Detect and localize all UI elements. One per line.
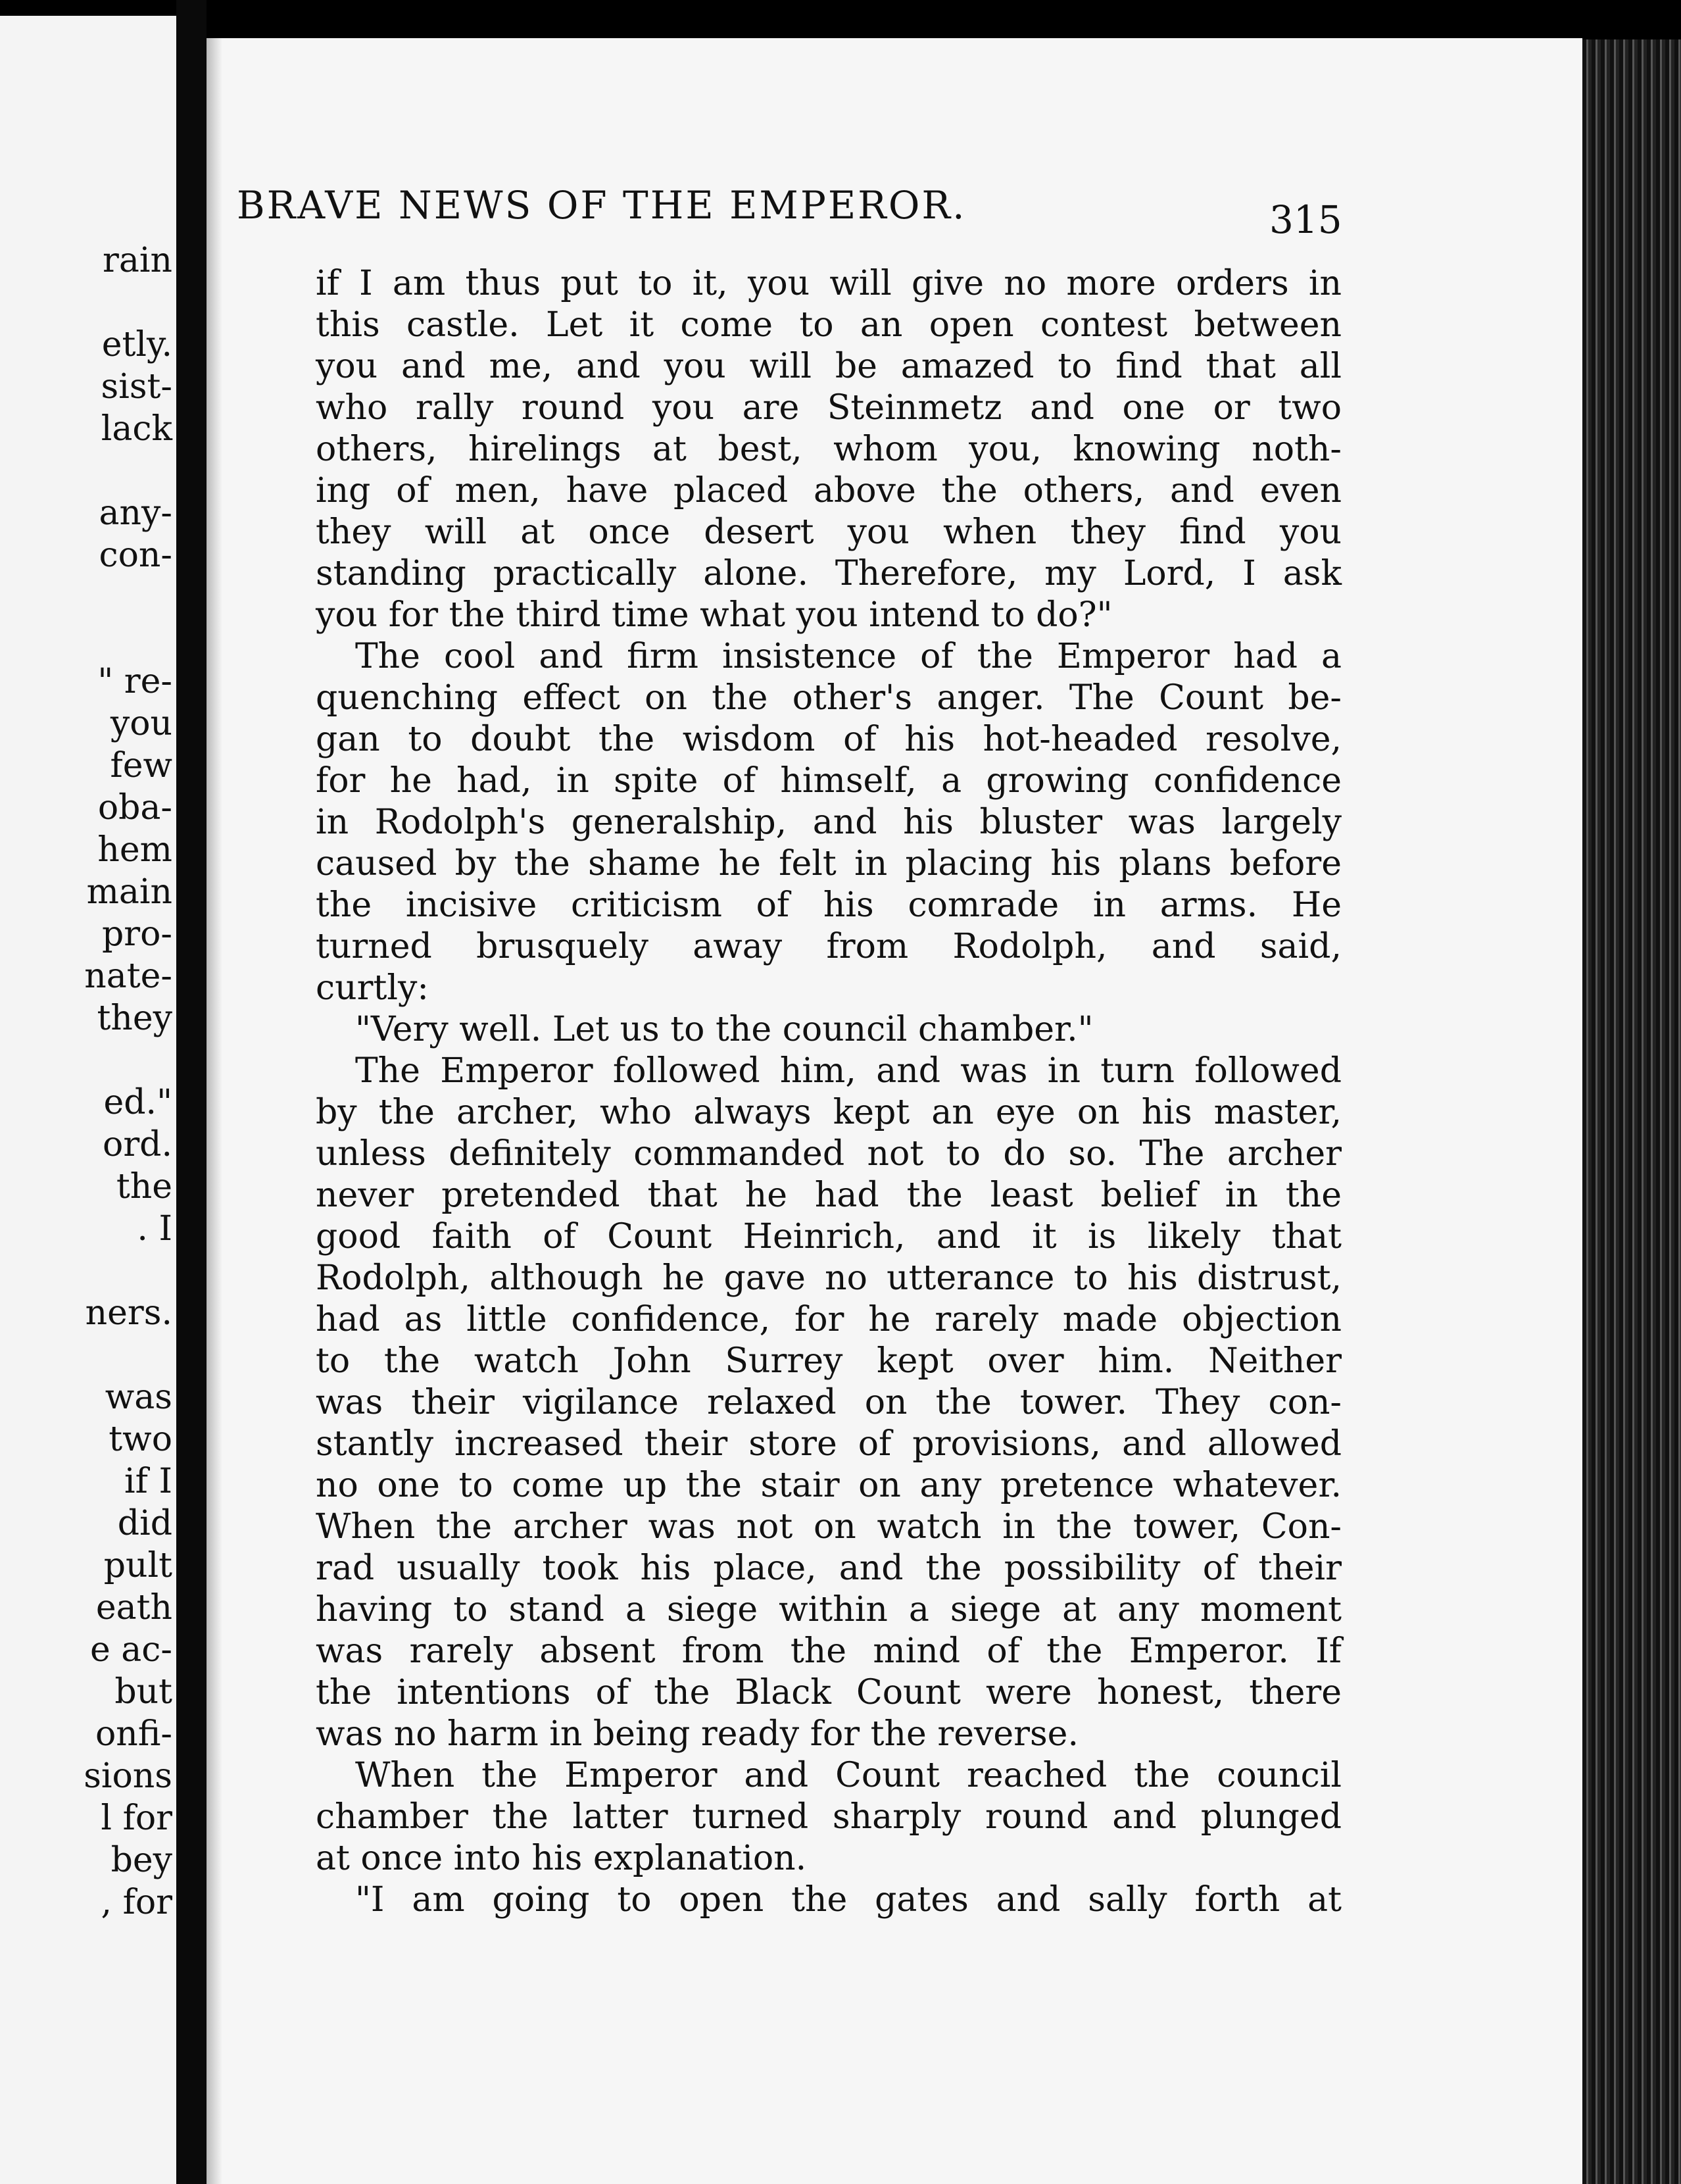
text-line: "Very well. Let us to the council chamber." <box>355 1010 1094 1049</box>
text-line: the intentions of the Black Count were honest, there <box>316 1673 1342 1712</box>
facing-page-fragment: sions <box>84 1756 172 1796</box>
facing-page-fragment: rain <box>103 241 172 280</box>
facing-page-fragment: pro- <box>101 914 172 954</box>
text-line: no one to come up the stair on any pretence whatever. <box>316 1466 1342 1505</box>
page-number: 315 <box>1269 197 1342 242</box>
facing-page-fragment <box>0 1250 172 1292</box>
text-line: turned brusquely away from Rodolph, and said, <box>316 927 1342 966</box>
text-line: rad usually took his place, and the possibility of their <box>316 1549 1342 1588</box>
text-line: who rally round you are Steinmetz and one or two <box>316 388 1342 428</box>
text-line: they will at once desert you when they find you <box>316 512 1342 552</box>
text-line: curtly: <box>316 968 429 1008</box>
facing-page-fragment: etly. <box>101 325 172 364</box>
facing-page-fragment: nate- <box>84 956 172 996</box>
facing-page-fragment: two <box>109 1420 172 1459</box>
text-line: stantly increased their store of provisions, and allowed <box>316 1424 1342 1464</box>
book-gutter <box>176 0 207 2184</box>
facing-page-fragment: was <box>105 1377 172 1417</box>
facing-page-fragment: but <box>114 1672 172 1712</box>
facing-page-fragment: they <box>97 999 172 1038</box>
text-line: in Rodolph's generalship, and his bluster was largely <box>316 803 1342 842</box>
facing-page-left <box>0 16 176 2184</box>
text-line: gan to doubt the wisdom of his hot-headed resolve, <box>316 720 1342 759</box>
page-shadow <box>207 38 222 2184</box>
facing-page-fragment: any- <box>99 493 172 533</box>
text-line: Rodolph, although he gave no utterance to his distrust, <box>316 1258 1342 1298</box>
text-line: having to stand a siege within a siege at any moment <box>316 1590 1342 1629</box>
facing-page-fragment: , for <box>101 1883 172 1922</box>
facing-page-fragment <box>0 450 172 492</box>
text-line: if I am thus put to it, you will give no more orders in <box>316 264 1342 303</box>
facing-page-fragment: did <box>117 1504 172 1543</box>
text-line: The Emperor followed him, and was in turn followed <box>355 1051 1342 1091</box>
text-line: ing of men, have placed above the others, and even <box>316 471 1342 510</box>
facing-page-fragment: you <box>110 704 172 743</box>
text-line: at once into his explanation. <box>316 1839 807 1878</box>
text-line: "I am going to open the gates and sally forth at <box>355 1880 1342 1920</box>
facing-page-fragment: con- <box>99 535 172 575</box>
facing-page-fragment: l for <box>101 1799 172 1838</box>
text-line: this castle. Let it come to an open contest between <box>316 305 1342 345</box>
text-line: unless definitely commanded not to do so. The archer <box>316 1134 1342 1174</box>
facing-page-fragment: lack <box>101 409 172 449</box>
facing-page-fragment: the <box>116 1167 172 1206</box>
facing-page-fragment <box>0 618 172 660</box>
text-line: chamber the latter turned sharply round and plunged <box>316 1797 1342 1837</box>
text-line: you and me, and you will be amazed to find that all <box>316 347 1342 386</box>
text-line: When the archer was not on watch in the tower, Con- <box>316 1507 1342 1547</box>
facing-page-fragment: oba- <box>97 788 172 828</box>
facing-page-fragment <box>0 282 172 324</box>
text-line: standing practically alone. Therefore, my Lord, I ask <box>316 554 1342 593</box>
text-line: The cool and firm insistence of the Emperor had a <box>355 637 1342 676</box>
facing-page-fragment <box>0 1334 172 1376</box>
text-line: to the watch John Surrey kept over him. Neither <box>316 1341 1342 1381</box>
text-line: by the archer, who always kept an eye on his master, <box>316 1093 1342 1132</box>
facing-page-fragment: main <box>86 872 172 912</box>
facing-page-fragment: ord. <box>103 1125 172 1164</box>
facing-page-fragment: few <box>110 746 172 785</box>
facing-page-fragment: sist- <box>101 367 172 407</box>
facing-page-fragment: hem <box>97 830 172 870</box>
text-line: was their vigilance relaxed on the tower. They con- <box>316 1383 1342 1422</box>
body-text <box>316 263 1342 1921</box>
text-line: good faith of Count Heinrich, and it is likely that <box>316 1217 1342 1256</box>
text-line: never pretended that he had the least belief in the <box>316 1176 1342 1215</box>
facing-page-fragment: eath <box>95 1588 172 1627</box>
facing-page-fragment: if I <box>124 1462 172 1501</box>
text-line: for he had, in spite of himself, a growing confidence <box>316 761 1342 801</box>
facing-page-fragment: pult <box>103 1546 172 1585</box>
facing-page-fragment: onfi- <box>95 1714 172 1754</box>
text-line: had as little confidence, for he rarely made objection <box>316 1300 1342 1339</box>
facing-page-text <box>0 239 172 1923</box>
page-edges <box>1582 39 1681 2184</box>
text-line: others, hirelings at best, whom you, knowing noth- <box>316 430 1342 469</box>
text-line: the incisive criticism of his comrade in arms. He <box>316 885 1342 925</box>
facing-page-fragment: " re- <box>97 662 172 701</box>
text-line: quenching effect on the other's anger. The Count be- <box>316 678 1342 718</box>
text-line: When the Emperor and Count reached the council <box>355 1756 1342 1795</box>
facing-page-fragment <box>0 1039 172 1081</box>
facing-page-fragment: . I <box>137 1209 172 1249</box>
text-line: caused by the shame he felt in placing his plans before <box>316 844 1342 883</box>
text-line: was no harm in being ready for the reverse. <box>316 1714 1079 1754</box>
text-line: you for the third time what you intend to do?" <box>316 595 1113 635</box>
facing-page-fragment <box>0 576 172 618</box>
facing-page-fragment: bey <box>110 1841 172 1880</box>
text-line: was rarely absent from the mind of the Emperor. If <box>316 1631 1342 1671</box>
running-head: BRAVE NEWS OF THE EMPEROR. <box>237 183 967 228</box>
facing-page-fragment: ed." <box>103 1083 172 1122</box>
facing-page-fragment: e ac- <box>90 1630 172 1670</box>
facing-page-fragment: ners. <box>85 1293 172 1333</box>
